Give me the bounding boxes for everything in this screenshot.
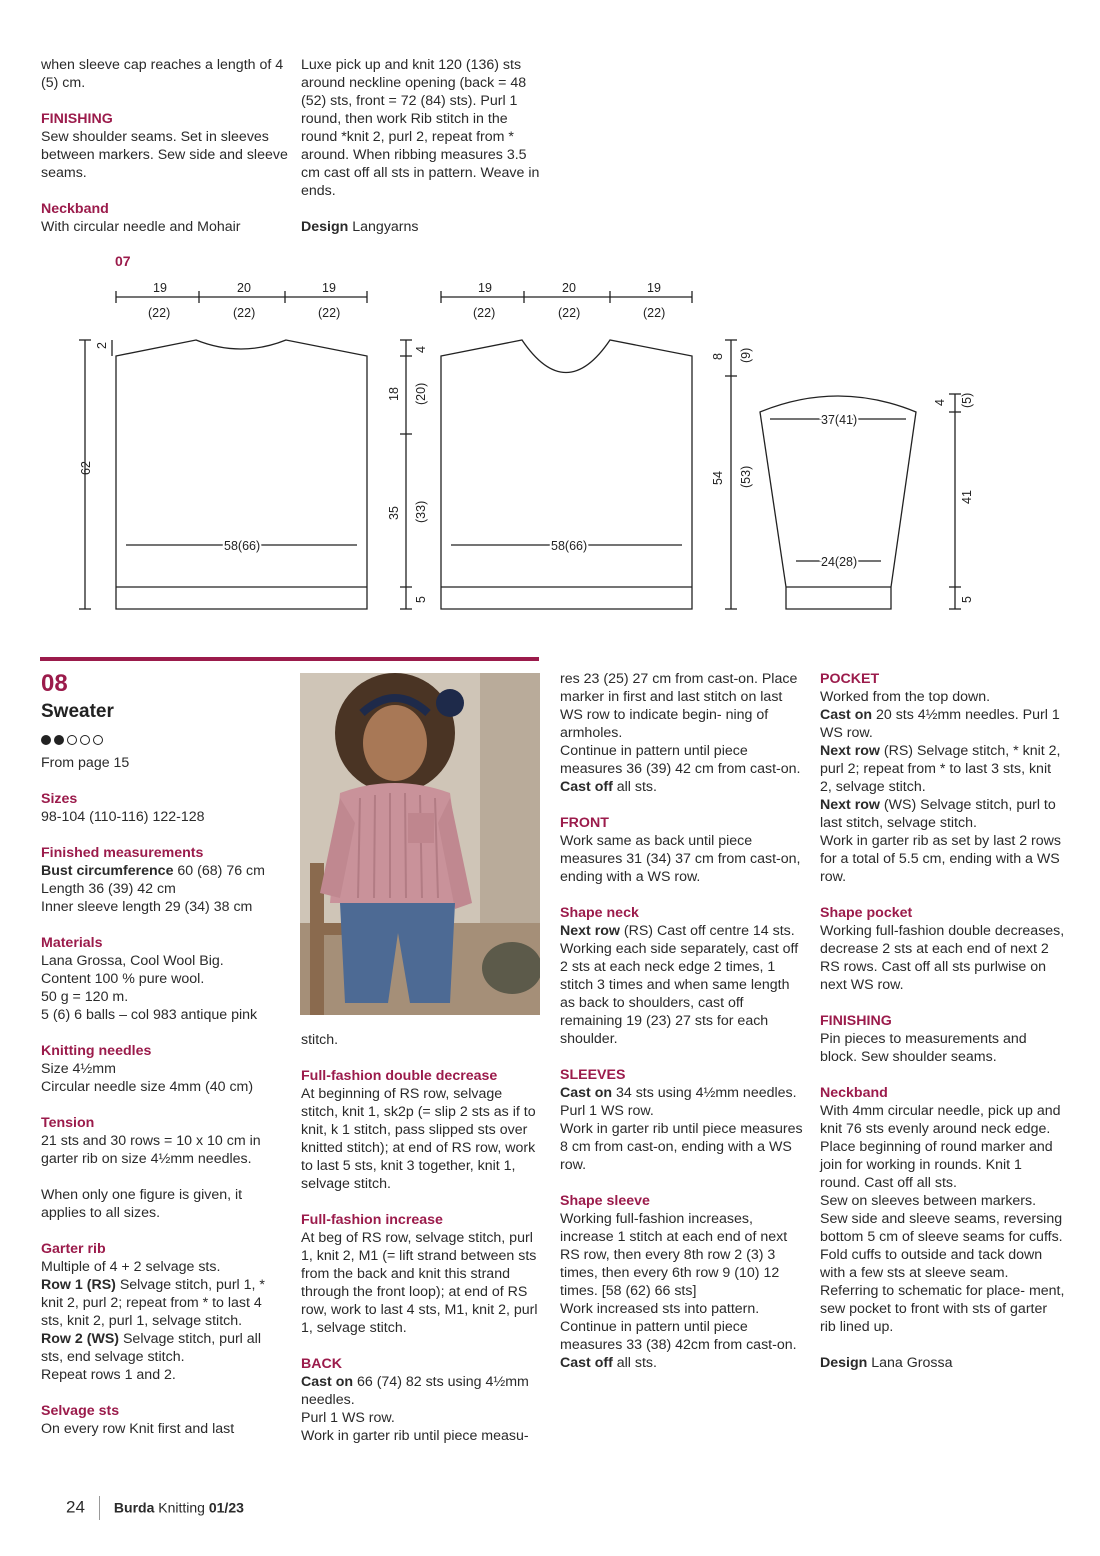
heading-full-fashion-increase: Full-fashion increase: [301, 1212, 443, 1228]
child-in-sweater-illustration: [300, 673, 540, 1015]
back-width-2: 20: [237, 281, 251, 295]
row2-label: Row 2 (WS): [41, 1331, 120, 1347]
schematic-diagram: [0, 270, 1100, 620]
tension-text: 21 sts and 30 rows = 10 x 10 cm in garter rib on size 4½mm needles.: [41, 1133, 261, 1167]
neckband-text-b: Place beginning of round marker and join for working in rounds. Knit 1 round. Cast off all sts.: [820, 1139, 1053, 1191]
row1-label: Row 1 (RS): [41, 1277, 116, 1293]
inner-sleeve-text: Inner sleeve length 29 (34) 38 cm: [41, 899, 253, 915]
finishing-text: Sew shoulder seams. Set in sleeves between markers. Sew side and sleeve seams.: [41, 129, 288, 181]
heading-finishing-2: FINISHING: [820, 1013, 892, 1029]
magazine-title: Knitting: [158, 1499, 205, 1516]
shape-sleeve-text: Working full-fashion increases, increase 1 stitch at each end of next RS row, then every 8th row 2 (3) 3 times, then every 6th row 9 (10) 12 times. [58 (62) 66 sts]: [560, 1211, 788, 1299]
one-figure-note: When only one figure is given, it applies to all sizes.: [41, 1187, 243, 1221]
pocket-work-text: Work in garter rib as set by last 2 rows for a total of 5.5 cm, ending with a WS row.: [820, 833, 1062, 885]
heading-shape-pocket: Shape pocket: [820, 905, 913, 921]
pocket-next-ws-label: Next row: [820, 797, 880, 813]
difficulty-dot-filled: [54, 735, 64, 745]
front-neck-depth: 8: [711, 353, 725, 360]
heading-finished-measurements: Finished measurements: [41, 845, 204, 861]
back-width-1: 19: [153, 281, 167, 295]
bust-value: 60 (68) 76 cm: [177, 863, 265, 879]
section-number: 08: [41, 670, 68, 697]
shape-sleeve-text-2: Work increased sts into pattern.: [560, 1301, 760, 1317]
back-cast-on-text: 66 (74) 82 sts using 4½mm needles.: [301, 1374, 529, 1408]
front-body: 35: [387, 506, 401, 520]
heading-materials: Materials: [41, 935, 103, 951]
neckband-text-d: Referring to schematic for place- ment, sew pocket to front with sts of garter rib lined up.: [820, 1283, 1065, 1335]
neckband-text: With circular needle and Mohair: [41, 219, 241, 235]
sleeve-length: 41: [960, 490, 974, 504]
sleeves-cast-on-label: Cast on: [560, 1085, 613, 1101]
pocket-next-rs-label: Next row: [820, 743, 880, 759]
bust-label: Bust circumference: [41, 863, 174, 879]
neck-text-2: Working each side separately, cast off 2 sts at each neck edge 2 times, 1 stitch 3 times and when same length as back to shoulders, cast off remaining 19 (23) 27 sts for each shoulder.: [560, 941, 799, 1047]
front-length: 54: [711, 471, 725, 485]
materials-line: Lana Grossa, Cool Wool Big.: [41, 953, 224, 969]
sizes-text: 98-104 (110-116) 122-128: [41, 809, 205, 825]
sleeves-cast-on-text: 34 sts using 4½mm needles.: [612, 1085, 797, 1101]
section-title: Sweater: [41, 701, 114, 722]
materials-line: Content 100 % pure wool.: [41, 971, 205, 987]
page-footer: [66, 1496, 244, 1520]
page-number: 24: [66, 1497, 85, 1517]
front-chest-width: 58(66): [551, 539, 588, 553]
sleeve-outline: [760, 396, 916, 609]
pocket-next-ws-text: (WS) Selvage stitch, purl to last stitch, selvage stitch.: [820, 797, 1056, 831]
section-rule: [40, 657, 539, 661]
sleeve-cuff-height: 5: [960, 596, 974, 603]
front-body-alt: (33): [414, 500, 428, 523]
back-purl: Purl 1 WS row.: [301, 1410, 395, 1426]
footer-divider: [99, 1496, 100, 1520]
garter-text: Multiple of 4 + 2 selvage sts.: [41, 1259, 221, 1275]
difficulty-dot-filled: [41, 735, 51, 745]
sleeve-cap-alt: (5): [960, 392, 974, 408]
sleeves-cast-off-label: Cast off: [560, 1355, 613, 1371]
materials-line: 5 (6) 6 balls – col 983 antique pink: [41, 1007, 258, 1023]
front-shoulder-depth: 4: [414, 346, 428, 353]
front-armhole-alt: (20): [414, 382, 428, 405]
difficulty-dot-empty: [67, 735, 77, 745]
heading-pocket: POCKET: [820, 671, 880, 687]
heading-sizes: Sizes: [41, 791, 78, 807]
bust-line: [41, 862, 286, 880]
design-credit: [301, 218, 546, 236]
front-length-alt: (53): [739, 465, 753, 488]
magazine-name: [114, 1499, 244, 1515]
heading-neckband: Neckband: [41, 201, 109, 217]
back-width-3: 19: [322, 281, 336, 295]
stitch-continued: stitch.: [301, 1032, 339, 1048]
back-continued: res 23 (25) 27 cm from cast-on. Place marker in first and last stitch on last WS row to indicate begin- ning of armholes.: [560, 671, 798, 741]
back-neck-depth: 2: [95, 342, 109, 349]
sleeves-cast-off-text: all sts.: [612, 1355, 657, 1371]
heading-front: FRONT: [560, 815, 609, 831]
back-cast-on: [301, 1373, 541, 1409]
shape-sleeve-text-3: Continue in pattern until piece measures 33 (38) 42cm from cast-on.: [560, 1319, 797, 1353]
continued-text: when sleeve cap reaches a length of 4 (5) cm.: [41, 57, 284, 91]
neck-next-row: [560, 922, 803, 940]
design-value: Langyarns: [352, 219, 419, 235]
front-armhole: 18: [387, 387, 401, 401]
heading-back: BACK: [301, 1356, 342, 1372]
neckband-text-a: With 4mm circular needle, pick up and knit 76 sts evenly around neck edge.: [820, 1103, 1061, 1137]
neckband-text-c: Sew on sleeves between markers. Sew side and sleeve seams, reversing bottom 5 cm of sleeve seams for cuffs. Fold cuffs to outside and tack down with a few sts at sleeve seam.: [820, 1193, 1063, 1281]
back-width-alt-1: (22): [148, 306, 171, 320]
front-width-alt-3: (22): [643, 306, 666, 320]
ffdd-text: At beginning of RS row, selvage stitch, knit 1, sk2p (= slip 2 sts as if to knit, k 1 stitch, pass slipped sts over knitted stitch); at end of RS row, work to last 5 sts, knit 3 together, knit 1, selvage stitch.: [301, 1086, 536, 1192]
neckband-continued-text: Luxe pick up and knit 120 (136) sts around neckline opening (back = 48 (52) sts, front = 72 (84) sts). Purl 1 round, then work Rib stitch in the round *knit 2, purl 2, repeat from * around. When ribbing measures 3.5 cm cast off all sts in pattern. Weave in ends.: [301, 57, 540, 199]
pocket-next-rs-text: (RS) Selvage stitch, * knit 2, purl 2; repeat from * to last 3 sts, knit 2, selvage stitch.: [820, 743, 1061, 795]
row2-body: Selvage stitch, purl all sts, end selvage stitch.: [41, 1331, 261, 1365]
sleeves-cast-off: [560, 1354, 803, 1372]
row2-text: [41, 1330, 286, 1366]
finishing-text-2: Pin pieces to measurements and block. Sew shoulder seams.: [820, 1031, 1027, 1065]
top-column-2: [301, 56, 546, 236]
front-width-alt-2: (22): [558, 306, 581, 320]
back-piece-outline: [116, 340, 367, 609]
top-column-1: [41, 56, 291, 236]
row1-text: [41, 1276, 286, 1330]
heading-garter-rib: Garter rib: [41, 1241, 106, 1257]
selvage-text: On every row Knit first and last: [41, 1421, 235, 1437]
pocket-cast-on-text: 20 sts 4½mm needles. Purl 1 WS row.: [820, 707, 1060, 741]
sweater-photo: [300, 673, 540, 1015]
back-chest-width: 58(66): [224, 539, 261, 553]
needles-line: Size 4½mm: [41, 1061, 116, 1077]
heading-shape-neck: Shape neck: [560, 905, 639, 921]
front-width-alt-1: (22): [473, 306, 496, 320]
front-neck-depth-alt: (9): [739, 347, 753, 363]
pocket-next-ws: [820, 796, 1065, 832]
ffi-text: At beg of RS row, selvage stitch, purl 1, knit 2, M1 (= lift strand between sts from the back and knit this strand through the front loop); at end of RS row, work to last 4 sts, M1, knit 2, purl 1, selvage stitch.: [301, 1230, 538, 1336]
heading-finishing: FINISHING: [41, 111, 113, 127]
front-piece-outline: [441, 340, 692, 609]
issue-number: 01/23: [208, 1499, 244, 1516]
neck-next-row-text: (RS) Cast off centre 14 sts.: [619, 923, 795, 939]
column-1: [41, 670, 286, 1438]
cast-off-text: all sts.: [612, 779, 657, 795]
row1-body: Selvage stitch, purl 1, * knit 2, purl 2; repeat from * to last 4 sts, knit 2, purl 1, selvage stitch.: [41, 1277, 265, 1329]
column-2: [301, 1031, 541, 1445]
back-cast-off: [560, 778, 803, 796]
sleeves-purl: Purl 1 WS row.: [560, 1103, 654, 1119]
sleeve-top-width: 37(41): [821, 413, 858, 427]
back-length: 62: [79, 461, 93, 475]
back-work: Work in garter rib until piece measu-: [301, 1428, 529, 1444]
back-width-alt-3: (22): [318, 306, 341, 320]
heading-knitting-needles: Knitting needles: [41, 1043, 152, 1059]
shape-pocket-text: Working full-fashion double decreases, decrease 2 sts at each end of next 2 RS rows. Cast off all sts purlwise on next WS row.: [820, 923, 1065, 993]
back-cast-on-label: Cast on: [301, 1374, 354, 1390]
cast-off-label: Cast off: [560, 779, 613, 795]
back-width-alt-2: (22): [233, 306, 256, 320]
length-text: Length 36 (39) 42 cm: [41, 881, 176, 897]
heading-neckband-2: Neckband: [820, 1085, 888, 1101]
back-continued-2: Continue in pattern until piece measures 36 (39) 42 cm from cast-on.: [560, 743, 801, 777]
sleeve-cuff-width: 24(28): [821, 555, 858, 569]
front-width-2: 20: [562, 281, 576, 295]
repeat-text: Repeat rows 1 and 2.: [41, 1367, 176, 1383]
design-label: Design: [301, 219, 349, 235]
heading-tension: Tension: [41, 1115, 95, 1131]
heading-full-fashion-double-decrease: Full-fashion double decrease: [301, 1068, 498, 1084]
front-width-1: 19: [478, 281, 492, 295]
front-text: Work same as back until piece measures 31 (34) 37 cm from cast-on, ending with a WS row.: [560, 833, 801, 885]
difficulty-dot-empty: [93, 735, 103, 745]
design-value-2: Lana Grossa: [871, 1355, 953, 1371]
brand-name: Burda: [113, 1499, 155, 1516]
needles-line: Circular needle size 4mm (40 cm): [41, 1079, 254, 1095]
sleeve-cap: 4: [933, 399, 947, 406]
front-width-3: 19: [647, 281, 661, 295]
neck-next-row-label: Next row: [560, 923, 620, 939]
heading-selvage-sts: Selvage sts: [41, 1403, 120, 1419]
heading-sleeves: SLEEVES: [560, 1067, 626, 1083]
difficulty-dot-empty: [80, 735, 90, 745]
sleeves-cast-on: [560, 1084, 803, 1102]
materials-line: 50 g = 120 m.: [41, 989, 129, 1005]
difficulty-rating: [41, 732, 286, 750]
sleeves-work: Work in garter rib until piece measures 8 cm from cast-on, ending with a WS row.: [560, 1121, 803, 1173]
diagram-number: 07: [115, 253, 131, 269]
design-credit-2: [820, 1354, 1065, 1372]
from-page: From page 15: [41, 755, 130, 771]
front-rib-height: 5: [414, 596, 428, 603]
column-3: [560, 670, 803, 1372]
design-label-2: Design: [820, 1355, 868, 1371]
pocket-cast-on: [820, 706, 1065, 742]
heading-shape-sleeve: Shape sleeve: [560, 1193, 650, 1209]
pocket-text: Worked from the top down.: [820, 689, 991, 705]
pocket-next-rs: [820, 742, 1065, 796]
pocket-cast-on-label: Cast on: [820, 707, 873, 723]
column-4: [820, 670, 1065, 1372]
